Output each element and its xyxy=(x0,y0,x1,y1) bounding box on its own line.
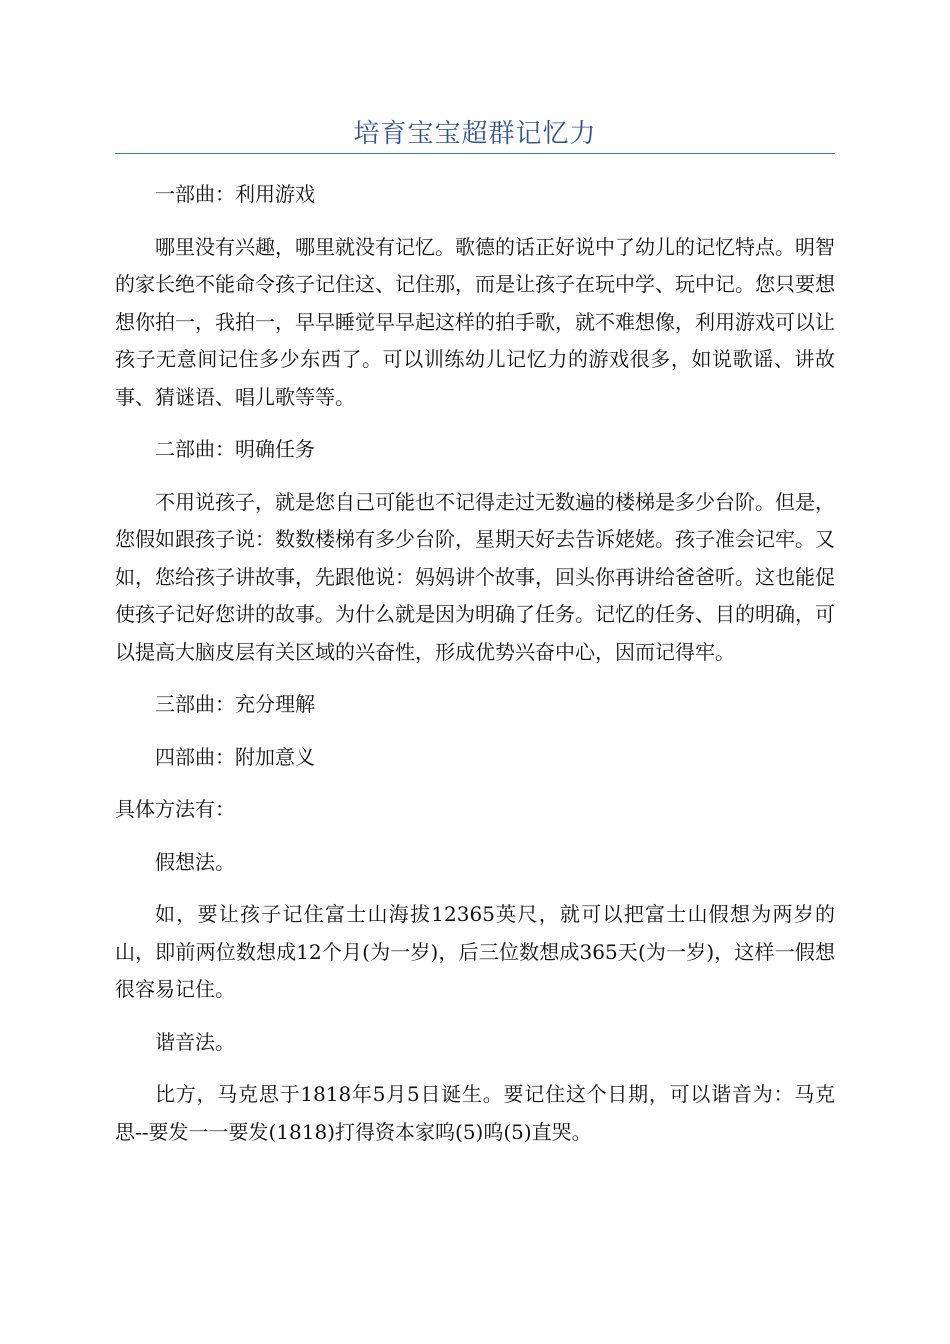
section-heading-2: 二部曲：明确任务 xyxy=(155,437,315,461)
section-heading-3: 三部曲：充分理解 xyxy=(155,692,315,716)
section-heading-4: 四部曲：附加意义 xyxy=(155,744,315,769)
method-paragraph-1: 如，要让孩子记住富士山海拔12365英尺，就可以把富士山假想为两岁的山，即前两位数想成12个月(为一岁)，后三位数想成365天(为一岁)，这样一假想很容易记住。 xyxy=(115,902,835,1001)
method-heading-1: 假想法。 xyxy=(155,849,235,874)
methods-intro: 具体方法有： xyxy=(115,797,235,821)
section-heading-1: 一部曲：利用游戏 xyxy=(155,182,315,206)
document-body xyxy=(115,176,835,1166)
method-paragraph-2: 比方，马克思于1818年5月5日诞生。要记住这个日期，可以谐音为：马克思--要发一一要发(1818)打得资本家呜(5)呜(5)直哭。 xyxy=(115,1082,835,1144)
method-heading-2: 谐音法。 xyxy=(155,1029,235,1054)
paragraph-2: 不用说孩子，就是您自己可能也不记得走过无数遍的楼梯是多少台阶。但是，您假如跟孩子说：数数楼梯有多少台阶，星期天好去告诉姥姥。孩子准会记牢。又如，您给孩子讲故事，先跟他说：妈妈讲个故事，回头你再讲给爸爸听。这也能促使孩子记好您讲的故事。为什么就是因为明确了任务。记忆的任务、目的明确，可以提高大脑皮层有关区域的兴奋性，形成优势兴奋中心，因而记得牢。 xyxy=(115,489,835,664)
paragraph-1: 哪里没有兴趣，哪里就没有记忆。歌德的话正好说中了幼儿的记忆特点。明智的家长绝不能命令孩子记住这、记住那，而是让孩子在玩中学、玩中记。您只要想想你拍一，我拍一，早早睡觉早早起这样的拍手歌，就不难想像，利用游戏可以让孩子无意间记住多少东西了。可以训练幼儿记忆力的游戏很多，如说歌谣、讲故事、猜谜语、唱儿歌等等。 xyxy=(115,234,835,409)
title-underline xyxy=(115,153,835,154)
document-title: 培育宝宝超群记忆力 xyxy=(353,119,597,149)
